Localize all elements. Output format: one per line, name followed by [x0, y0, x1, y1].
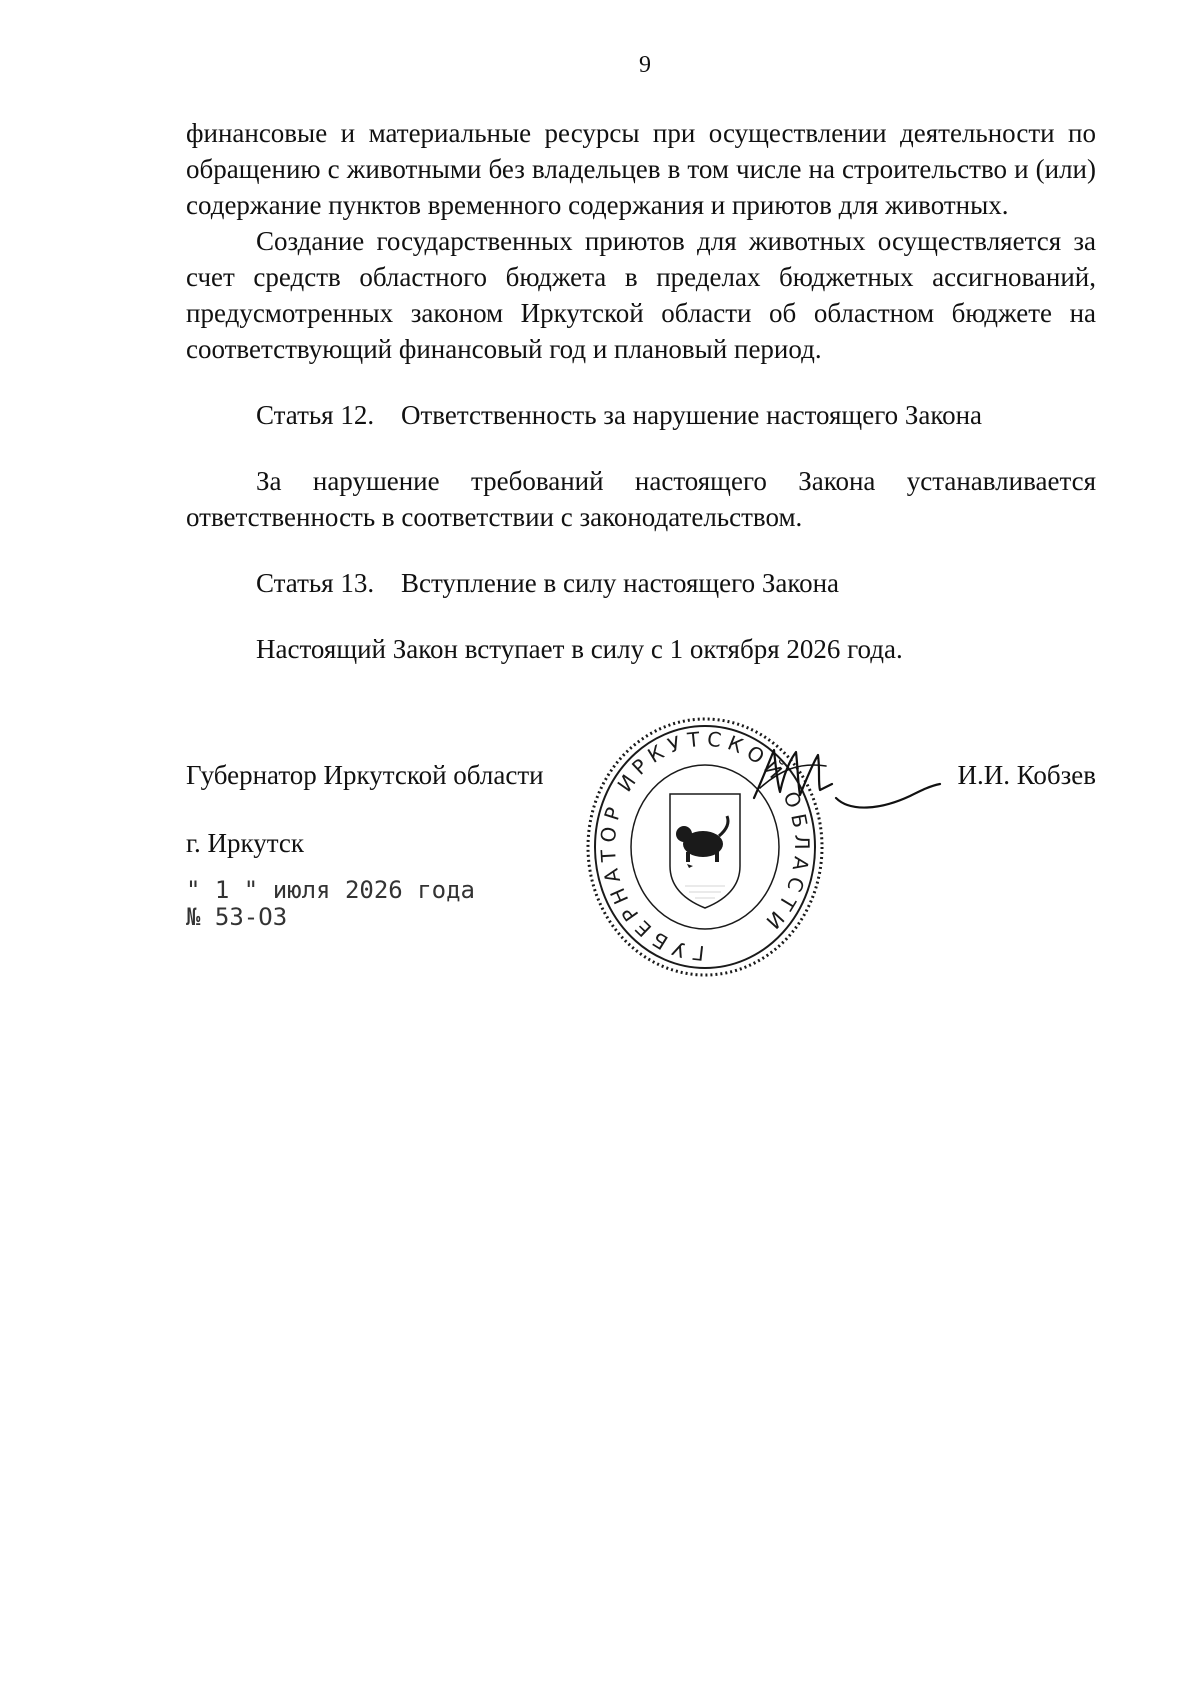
article-13-text: Настоящий Закон вступает в силу с 1 октября 2026 года. — [256, 634, 903, 664]
article-12-text: За нарушение требований настоящего Закона устанавливается ответственность в соответствии с законодательством. — [186, 466, 1096, 532]
signing-city: г. Иркутск — [186, 828, 304, 858]
paragraph-continuation: финансовые и материальные ресурсы при осуществлении деятельности по обращению с животными без владельцев в том числе на строительство и (или) содержание пунктов временного содержания и приютов для животных. — [186, 118, 1096, 220]
seal-text: ГУБЕРНАТОР ИРКУТСКОЙ ОБЛАСТИ — [595, 726, 815, 966]
article-12-number: Статья 12. — [256, 400, 375, 430]
governor-name: И.И. Кобзев — [957, 760, 1096, 790]
handwritten-signature-icon — [740, 740, 955, 815]
article-12-heading — [186, 397, 1096, 433]
article-12-title: Ответственность за нарушение настоящего Закона — [401, 400, 983, 430]
governor-position: Губернатор Иркутской области — [186, 760, 544, 790]
article-13-heading — [186, 565, 1096, 601]
signing-date: " 1 " июля 2026 года — [186, 876, 475, 904]
law-number: № 53-ОЗ — [186, 903, 288, 931]
page-number: 9 — [639, 52, 651, 78]
document-body — [186, 115, 1096, 667]
article-13-number: Статья 13. — [256, 568, 375, 598]
paragraph-shelters-funding: Создание государственных приютов для животных осуществляется за счет средств областного бюджета в пределах бюджетных ассигнований, предусмотренных законом Иркутской области об областном бюджете на соответствующий финансовый год и плановый период. — [186, 226, 1096, 364]
article-13-title: Вступление в силу настоящего Закона — [401, 568, 840, 598]
babr-emblem-icon — [676, 816, 728, 868]
